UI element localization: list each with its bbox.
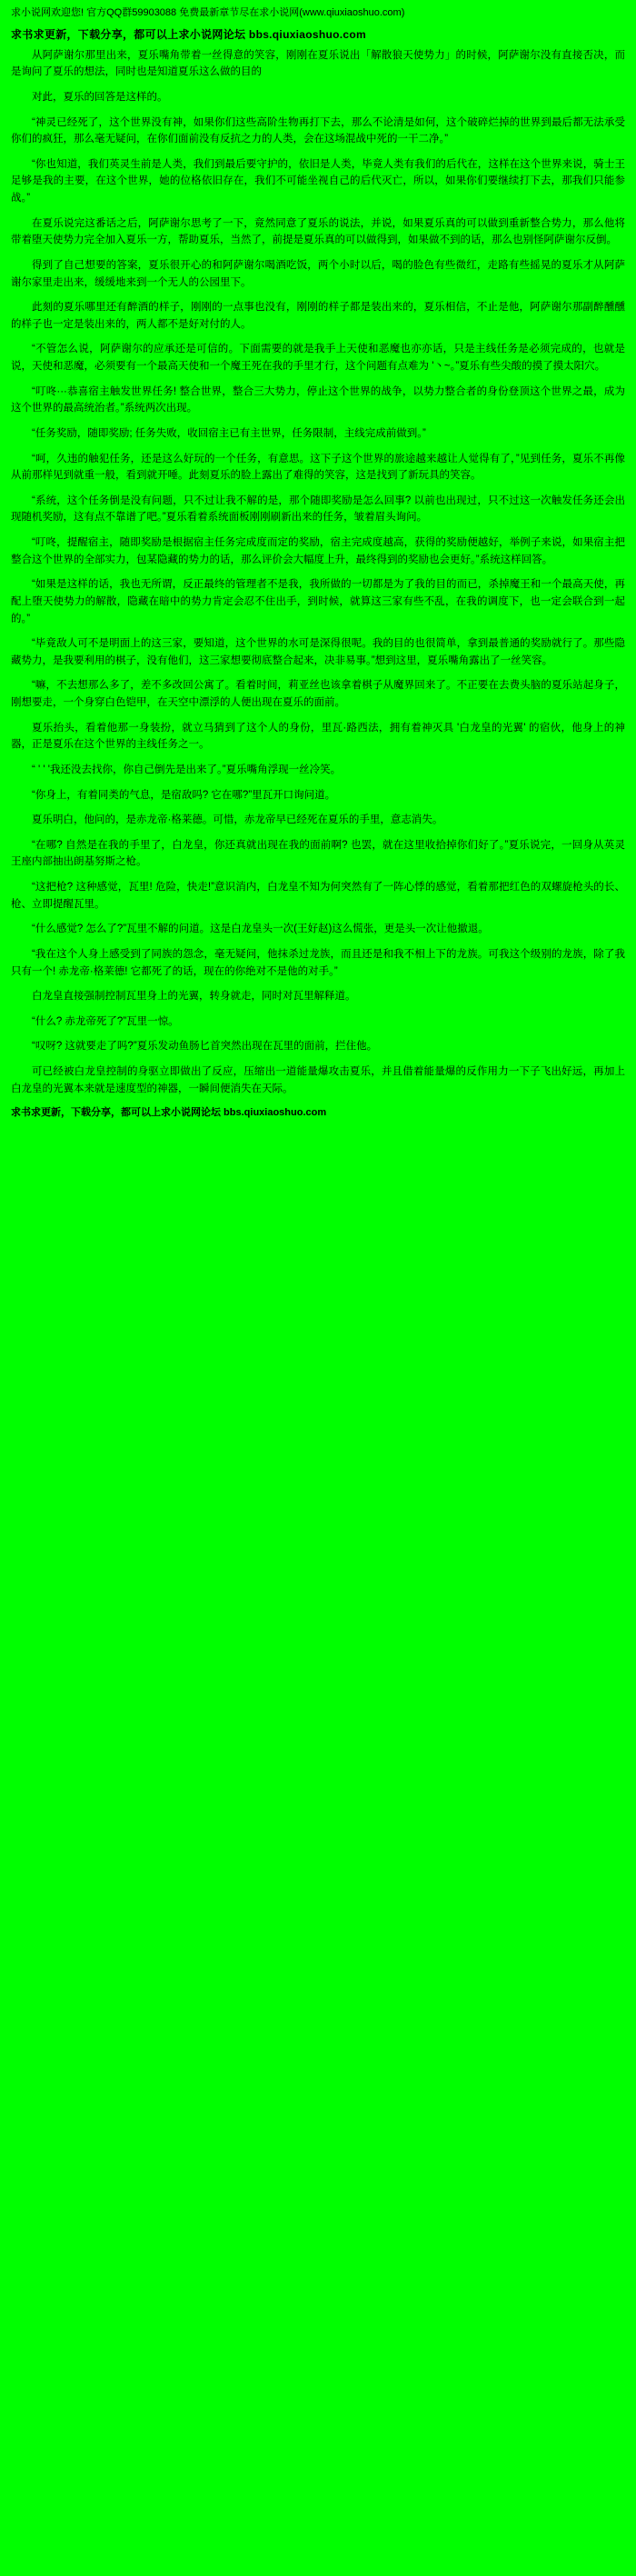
paragraph: 从阿萨谢尔那里出来，夏乐嘴角带着一丝得意的笑容，刚刚在夏乐说出「解散狼天使势力」的时候，阿萨谢尔没有直接否决，而是询问了夏乐的想法，同时也是知道夏乐这么做的目的 (11, 49, 625, 78)
paragraph: “如果是这样的话，我也无所谓，反正最终的管理者不是我，我所做的一切都是为了我的目的而已，杀掉魔王和一个最高天使，再配上堕天使势力的解散，隐藏在暗中的势力肯定会忍不住出手，到时候，就算这三家有些不乱，在我的调度下，也一定会联合到一起的。” (11, 579, 625, 624)
paragraph: 夏乐抬头，看着他那一身装扮，就立马猜到了这个人的身份，里瓦·路西法，拥有着神灭具 '白龙皇的光翼' 的宿伙，他身上的神器，正是夏乐在这个世界的主线任务之一。 (11, 722, 625, 751)
paragraph: 夏乐明白，他问的，是赤龙帝·格莱德。可惜，赤龙帝早已经死在夏乐的手里，意志消失。 (32, 814, 443, 826)
paragraph: “毕竟敌人可不是明面上的这三家，要知道，这个世界的水可是深得很呢。我的目的也很简单，拿到最普通的奖励就行了。那些隐藏势力，是我要利用的棋子，没有他们，这三家想要彻底整合起来，决非易事。”想到这里，夏乐嘴角露出了一丝笑容。 (11, 638, 625, 666)
paragraph: 此刻的夏乐哪里还有醉酒的样子，刚刚的一点事也没有，刚刚的样子都是装出来的，夏乐相信，不止是他，阿萨谢尔那副醉醺醺的样子也一定是装出来的，两人都不是好对付的人。 (11, 302, 625, 330)
paragraph: “任务奖励，随即奖励; 任务失败，收回宿主已有主世界，任务限制，主线完成前做到。” (32, 427, 426, 439)
paragraph: 白龙皇直接强制控制瓦里身上的光翼，转身就走，同时对瓦里解释道。 (32, 991, 356, 1003)
paragraph: “你身上，有着同类的气息，是宿敌吗? 它在哪?”里瓦开口询问道。 (32, 789, 336, 801)
paragraph: “叹呀? 这就要走了吗?”夏乐发动鱼肠匕首突然出现在瓦里的面前，拦住他。 (32, 1041, 378, 1053)
paragraph: “这把枪? 这种感觉，瓦里! 危险，快走!”意识消内，白龙皇不知为何突然有了一阵心悸的感觉，看着那把红色的双螺旋枪头的长、枪、立即提醒瓦里。 (11, 882, 625, 910)
paragraph: 在夏乐说完这番话之后，阿萨谢尔思考了一下，竟然同意了夏乐的说法，并说，如果夏乐真的可以做到重新整合势力，那么他将带着堕天使势力完全加入夏乐一方，帮助夏乐，当然了，前提是夏乐真的可以做得到，如果做不到的话，那么也别怪阿萨谢尔反倒。 (11, 217, 625, 246)
paragraph: “不管怎么说，阿萨谢尔的应承还是可信的。下面需要的就是我手上天使和恶魔也亦亦话，只是主线任务是必须完成的，也就是说，天使和恶魔，必须要有一个最高天使和一个魔王死在我的手里才行，这个问题有点难为 '丶~。”夏乐有些尖酸的摸了摸太阳穴。 (11, 344, 625, 373)
paragraph: “你也知道，我们英灵生前是人类，我们到最后要守护的，依旧是人类，毕竟人类有我们的后代在，这样在这个世界来说，骑士王足够是我的主要，在这个世界，她的位格依旧存在，我们不可能坐视自己的后代灭亡，所以，如果你们要继续打下去，那我们只能参战。” (11, 158, 625, 205)
paragraph: 可已经被白龙皇控制的身驱立即做出了反应，压缩出一道能量爆攻击夏乐，并且借着能量爆的反作用力一下子飞出好远，再加上白龙皇的光翼本来就是速度型的神器，一瞬间便消失在天际。 (11, 1066, 625, 1094)
novel-page (0, 0, 636, 1126)
site-header-notice[interactable]: 求书求更新，下载分享，都可以上求小说网论坛 bbs.qiuxiaoshuo.com (11, 28, 366, 42)
paragraph: “在哪? 自然是在我的手里了，白龙皇，你还真就出现在我的面前啊? 也罢，就在这里收拾掉你们好了。”夏乐说完，一回身从英灵王座内部抽出朗基努斯之枪。 (11, 839, 625, 868)
site-top-banner: 求小说网欢迎您! 官方QQ群59903088 免费最新章节尽在求小说网(www.qiuxiaoshuo.com) (11, 7, 405, 18)
paragraph: 对此，夏乐的回答是这样的。 (32, 91, 168, 103)
paragraph: “叮咚···恭喜宿主触发世界任务! 整合世界，整合三大势力，停止这个世界的战争，以势力整合者的身份登顶这个世界之最，成为这个世界的最高统治者。”系统两次出现。 (11, 385, 625, 414)
paragraph: “系统，这个任务倒是没有问题，只不过让我不解的是，那个随即奖励是怎么回事? 以前也出现过，只不过这一次触发任务还会出现随机奖励，这有点不靠谱了吧。”夏乐看着系统面板刚刚刷新出来的任务，皱着眉头询问。 (11, 494, 625, 524)
paragraph: “叮咚，提醒宿主，随即奖励是根据宿主任务完成度而定的奖励，宿主完成度越高，获得的奖励便越好，举例子来说，如果宿主把整合这个世界的全部实力，包某隐藏的势力的话，那么评价会大幅度上升，最终得到的奖励也会更好。”系统这样回答。 (11, 537, 625, 565)
paragraph: “嘛，不去想那么多了，差不多改回公寓了。看着时间，莉亚丝也该拿着棋子从魔界回来了。不正要在去费头脑的夏乐站起身子，刚想要走，一个身穿白色铠甲，在天空中漂浮的人便出现在夏乐的面前。 (11, 680, 625, 709)
paragraph: “什么? 赤龙帝死了?”瓦里一惊。 (32, 1015, 179, 1027)
chapter-body (11, 47, 625, 1098)
paragraph: “呵，久违的触犯任务，还是这么好玩的一个任务，有意思。这下子这个世界的旅途越来越让人觉得有了，”见到任务，夏乐不再像从前那样见到就重一般，看到就开唾。此刻夏乐的脸上露出了难得的笑容，这是找到了新玩具的笑容。 (11, 453, 625, 482)
paragraph: “ ' ' '我还没去找你，你自己倒先是出来了。”夏乐嘴角浮现一丝冷笑。 (32, 764, 342, 775)
paragraph: “神灵已经死了，这个世界没有神，如果你们这些高阶生物再打下去，那么不论清是如何，这个破碎烂掉的世界到最后都无法承受你们的疯狂，那么毫无疑问，在你们面前没有反抗之力的人类，会在这场混战中死的一干二净。” (11, 116, 625, 145)
paragraph: “什么感觉? 怎么了?”瓦里不解的问道。这是白龙皇头一次(王好赵)这么慌张，更是头一次让他撤退。 (32, 924, 489, 935)
site-footer-notice[interactable]: 求书求更新，下载分享，都可以上求小说网论坛 bbs.qiuxiaoshuo.com (11, 1107, 327, 1119)
paragraph: “我在这个人身上感受到了同族的怨念，毫无疑问，他抹杀过龙族，而且还是和我不相上下的龙族。可我这个级别的龙族，除了我只有一个! 赤龙帝·格莱德! 它都死了的话，现在的你绝对不是他的对手。” (11, 948, 625, 977)
paragraph: 得到了自己想要的答案，夏乐很开心的和阿萨谢尔喝酒吃饭，两个小时以后，喝的脸色有些微红，走路有些摇晃的夏乐才从阿萨谢尔家里走出来，缓缓地来到一个无人的公园里下。 (11, 259, 625, 288)
